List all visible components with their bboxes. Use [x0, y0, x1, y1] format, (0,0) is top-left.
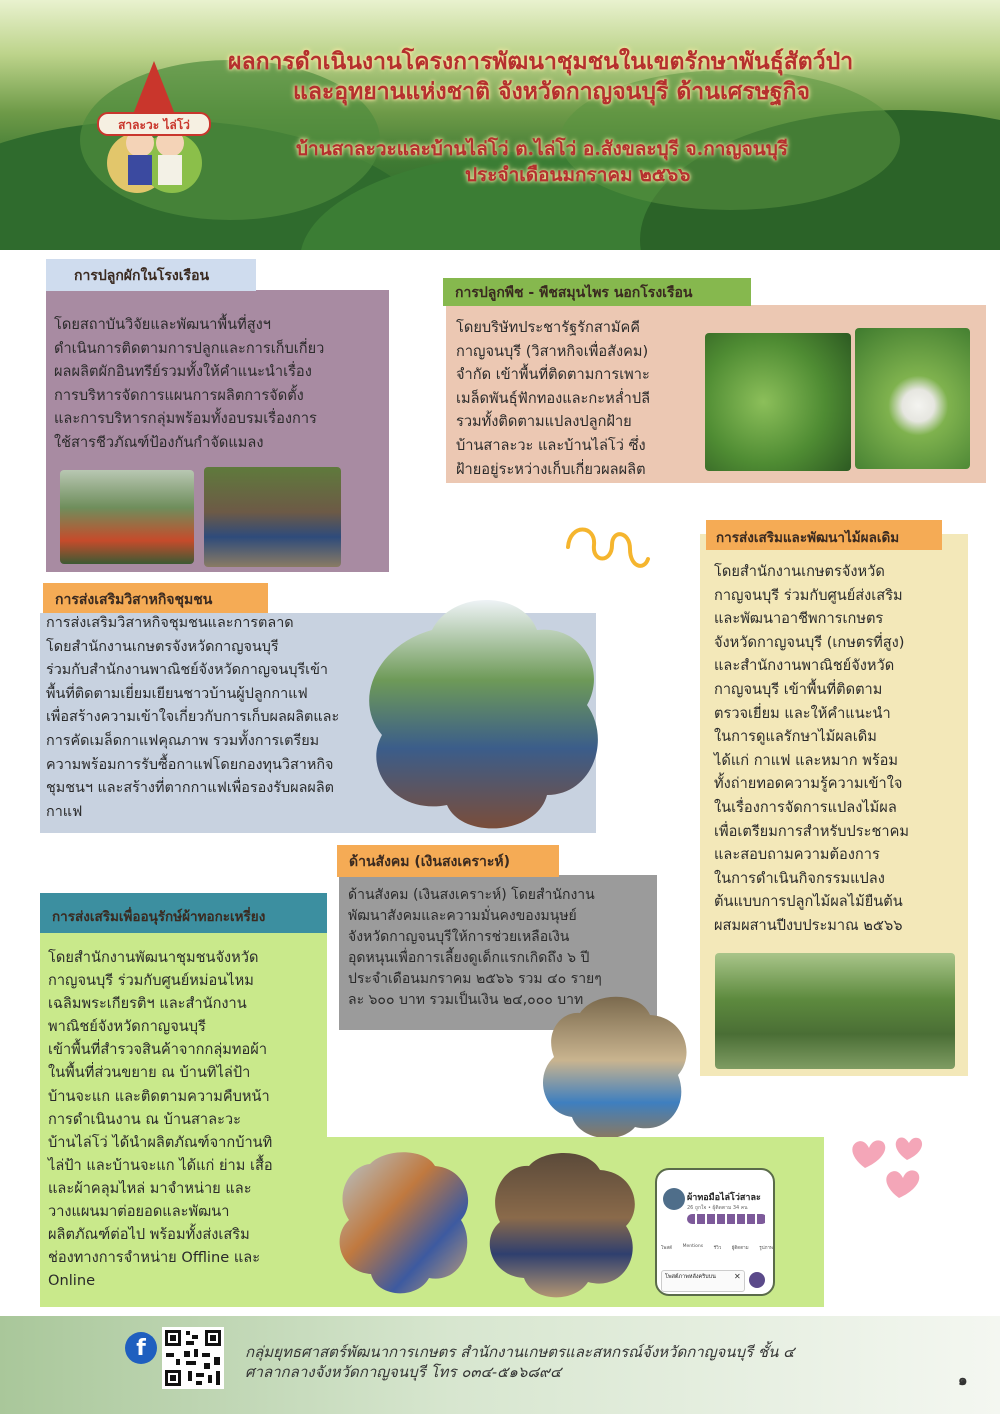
qr-code-icon[interactable] — [162, 1327, 224, 1389]
fruit-label: การส่งเสริมและพัฒนาไม้ผลเดิม — [706, 520, 942, 550]
outdoor-photo-cotton-boll — [855, 328, 970, 469]
phone-tabs — [661, 1244, 773, 1251]
footer-line-1: กลุ่มยุทธศาสตร์พัฒนาการเกษตร สำนักงานเกษตรและสหกรณ์จังหวัดกาญจนบุรี ชั้น ๔ — [245, 1343, 795, 1361]
community-label: การส่งเสริมวิสาหกิจชุมชน — [43, 583, 268, 613]
footer-line-2: ศาลากลางจังหวัดกาญจนบุรี โทร ๐๓๔-๕๑๖๘๙๔ — [245, 1363, 562, 1381]
phone-follower-dots — [687, 1214, 767, 1224]
close-icon[interactable]: ✕ — [734, 1272, 741, 1281]
weaving-photo-blob-1 — [335, 1150, 475, 1300]
phone-card-text: โพสต์ภาพหลังคริบบน — [665, 1274, 716, 1280]
phone-tab-1[interactable]: โพสต์ — [661, 1246, 673, 1251]
title-line-1: ผลการดำเนินงานโครงการพัฒนาชุมชนในเขตรักษาพันธุ์สัตว์ป่า — [228, 48, 854, 75]
subtitle-line-2: ประจำเดือนมกราคม ๒๕๖๖ — [465, 164, 691, 186]
community-text: การส่งเสริมวิสาหกิจชุมชนและการตลาด โดยสำนักงานเกษตรจังหวัดกาญจนบุรี ร่วมกับสำนักงานพาณิชย์จังหวัดกาญจนบุรีเข้า พื้นที่ติดตามเยี่ยมเยียนชาวบ้านผู้ปลูกกาแฟ เพื่อสร้างความเข้าใจเกี่ยวกับการเก็บผลผลิตและ การคัดเมล็ดกาแฟคุณภาพ รวมทั้งการเตรียม ความพร้อมการรับซื้อกาแฟโดยกองทุนวิสาหกิจ ชุมชนฯ และสร้างที่ตากกาแฟเพื่อรองรับผลผลิต กาแฟ — [46, 615, 340, 820]
social-photo-blob — [540, 995, 692, 1137]
phone-card — [661, 1270, 745, 1292]
page-number: ๑ — [958, 1371, 968, 1389]
phone-tab-3[interactable]: รีวิว — [713, 1246, 722, 1251]
weaving-text: โดยสำนักงานพัฒนาชุมชนจังหวัด กาญจนบุรี ร่วมกับศูนย์หม่อนไหม เฉลิมพระเกียรติฯ และสำนักงาน พาณิชย์จังหวัดกาญจนบุรี เข้าพื้นที่สำรวจสินค้าจากกลุ่มทอผ้า ในพื้นที่ส่วนขยาย ณ บ้านทิไล่ป้า บ้านจะแก และติดตามความคืบหน้า การดำเนินงาน ณ บ้านสาละวะ บ้านไล่โว่ ได้นำผลิตภัณฑ์จากบ้านทิ ไล่ป้า และบ้านจะแก ได้แก่ ย่าม เสื้อ และผ้าคลุมไหล่ มาจำหน่าย และ วางแผนมาต่อยอดและพัฒนา ผลิตภัณฑ์ต่อไป พร้อมทั้งส่งเสริม ช่องทางการจำหน่าย Offline และ Online — [48, 949, 273, 1290]
phone-tab-2[interactable]: Mentions — [682, 1244, 704, 1249]
weaving-label: การส่งเสริมเพื่ออนุรักษ์ผ้าทอกะเหรี่ยง — [40, 893, 327, 933]
greenhouse-photo-1 — [60, 470, 194, 564]
hearts-decoration — [845, 1132, 935, 1204]
phone-tab-4[interactable]: ผู้ติดตาม — [731, 1246, 749, 1251]
facebook-icon[interactable]: f — [125, 1332, 157, 1364]
logo-text: สาละวะ ไล่โว่ — [118, 118, 190, 132]
greenhouse-text: โดยสถาบันวิจัยและพัฒนาพื้นที่สูงฯ ดำเนินการติดตามการปลูกและการเก็บเกี่ยว ผลผลิตผักอินทรีย์รวมทั้งให้คำแนะนำเรื่อง การบริหารจัดการแผนการผลิตการจัดตั้ง และการบริหารกลุ่มพร้อมทั้งอบรมเรื่องการ ใช้สารชีวภัณฑ์ป้องกันกำจัดแมลง — [54, 316, 325, 451]
outdoor-text: โดยบริษัทประชารัฐรักสามัคคี กาญจนบุรี (วิสาหกิจเพื่อสังคม) จำกัด เข้าพื้นที่ติดตามการเพาะ เมล็ดพันธุ์ฟักทองและกะหล่ำปลี รวมทั้งติดตามแปลงปลูกฝ้าย บ้านสาละวะ และบ้านไล่โว่ ซึ่ง ฝ้ายอยู่ระหว่างเก็บเกี่ยวผลผลิต — [456, 319, 651, 478]
greenhouse-label: การปลูกผักในโรงเรือน — [46, 259, 256, 291]
weaving-photo-blob-2 — [484, 1152, 642, 1302]
phone-avatar-2 — [749, 1272, 765, 1288]
phone-page-sub: 26 ถูกใจ • ผู้ติดตาม 34 คน — [687, 1205, 748, 1211]
title-line-2: และอุทยานแห่งชาติ จังหวัดกาญจนบุรี ด้านเศรษฐกิจ — [293, 78, 811, 105]
social-label: ด้านสังคม (เงินสงเคราะห์) — [337, 845, 559, 877]
fruit-text: โดยสำนักงานเกษตรจังหวัด กาญจนบุรี ร่วมกับศูนย์ส่งเสริม และพัฒนาอาชีพการเกษตร จังหวัดกาญจนบุรี (เกษตรที่สูง) และสำนักงานพาณิชย์จังหวัด กาญจนบุรี เข้าพื้นที่ติดตาม ตรวจเยี่ยม และให้คำแนะนำ ในการดูแลรักษาไม้ผลเดิม ได้แก่ กาแฟ และหมาก พร้อม ทั้งถ่ายทอดความรู้ความเข้าใจ ในเรื่องการจัดการแปลงไม้ผล เพื่อเตรียมการสำหรับประชาคม และสอบถามความต้องการ ในการดำเนินกิจกรรมแปลง ต้นแบบการปลูกไม้ผลไม้ยืนต้น ผสมผสานปีงบประมาณ ๒๕๖๖ — [714, 563, 909, 934]
community-photo-blob — [362, 600, 602, 832]
squiggle-decoration — [560, 515, 655, 585]
subtitle-line-1: บ้านสาละวะและบ้านไล่โว่ ต.ไล่โว่ อ.สังขละบุรี จ.กาญจนบุรี — [296, 138, 788, 160]
outdoor-label: การปลูกพืช - พืชสมุนไพร นอกโรงเรือน — [443, 278, 751, 306]
social-text: ด้านสังคม (เงินสงเคราะห์) โดยสำนักงาน พัฒนาสังคมและความมั่นคงของมนุษย์ จังหวัดกาญจนบุรีให้การช่วยเหลือเงิน อุดหนุนเพื่อการเลี้ยงดูเด็กแรกเกิดถึง ๖ ปี ประจำเดือนมกราคม ๒๕๖๖ รวม ๔๐ รายๆ ละ ๖๐๐ บาท รวมเป็นเงิน ๒๔,๐๐๐ บาท — [348, 887, 602, 1008]
logo — [92, 55, 217, 200]
outdoor-photo-cotton-field — [705, 333, 851, 471]
phone-tab-5[interactable]: รูปภาพ — [759, 1246, 773, 1251]
phone-screenshot — [655, 1168, 775, 1296]
phone-avatar — [663, 1188, 685, 1210]
header-banner — [0, 0, 1000, 250]
fruit-photo — [715, 953, 955, 1069]
phone-page-title: ผ้าทอมือไล่โว่สาละ — [687, 1193, 761, 1203]
greenhouse-photo-2 — [204, 467, 341, 567]
